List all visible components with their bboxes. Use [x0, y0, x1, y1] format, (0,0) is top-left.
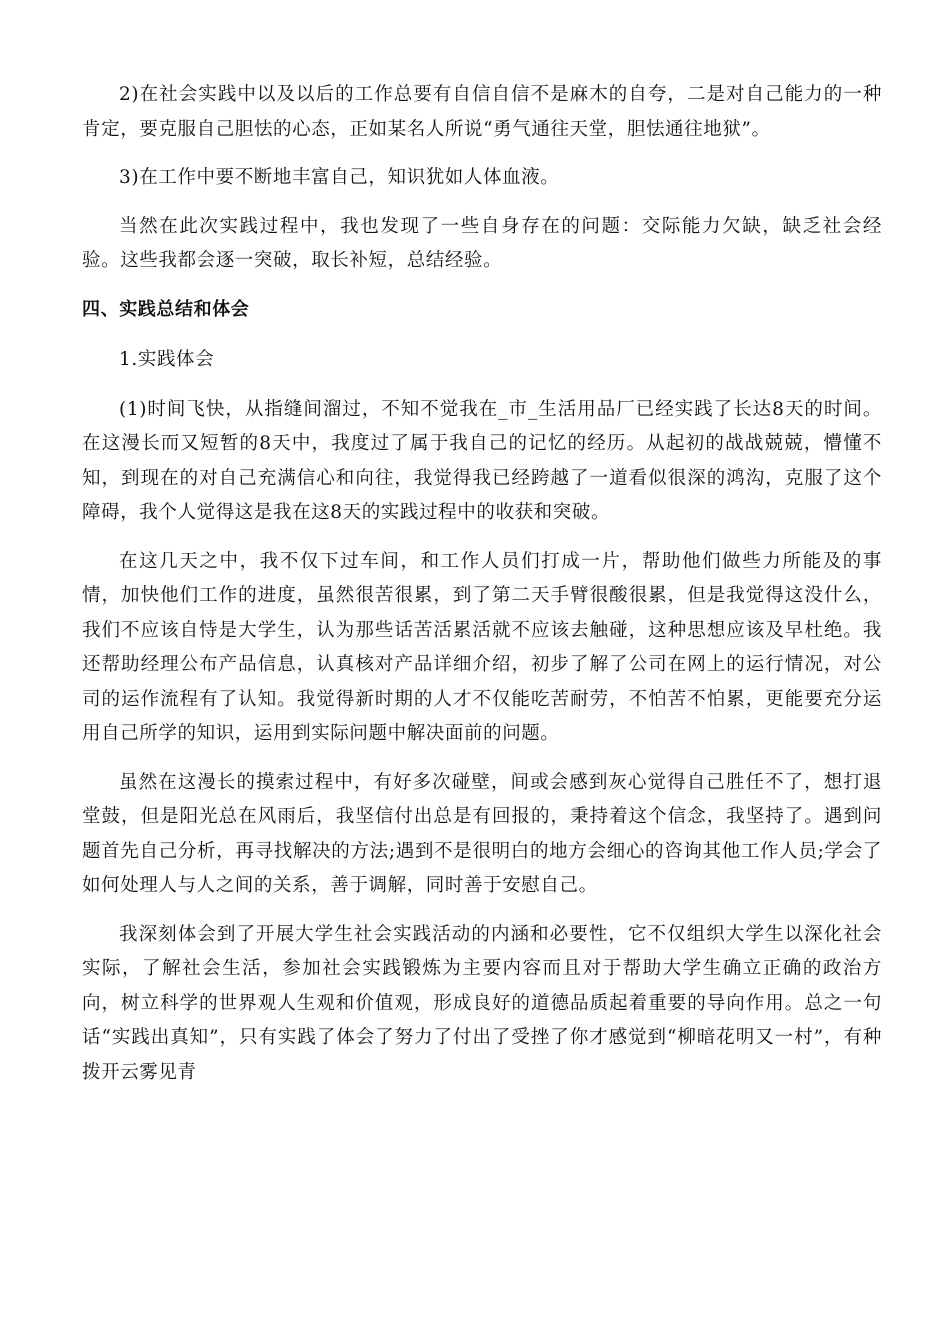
- paragraph-reflection: 我深刻体会到了开展大学生社会实践活动的内涵和必要性，它不仅组织大学生以深化社会实际，了解社会生活，参加社会实践锻炼为主要内容而且对于帮助大学生确立正确的政治方向，树立科学的世界观人生观和价值观，形成良好的道德品质起着重要的导向作用。总之一句话“实践出真知”，只有实践了体会了努力了付出了受挫了你才感觉到“柳暗花明又一村”，有种拨开云雾见青: [82, 923, 882, 1083]
- section-heading: 四、实践总结和体会: [82, 298, 250, 320]
- paragraph-problems: 当然在此次实践过程中，我也发现了一些自身存在的问题：交际能力欠缺，缺乏社会经验。这些我都会逐一突破，取长补短，总结经验。: [82, 215, 882, 271]
- document-body: [82, 78, 882, 1104]
- paragraph-workshop: 在这几天之中，我不仅下过车间，和工作人员们打成一片，帮助他们做些力所能及的事情，加快他们工作的进度，虽然很苦很累，到了第二天手臂很酸很累，但是我觉得这没什么，我们不应该自恃是大学生，认为那些话苦活累活就不应该去触碰，这种思想应该及早杜绝。我还帮助经理公布产品信息，认真核对产品详细介绍，初步了解了公司在网上的运行情况，对公司的运作流程有了认知。我觉得新时期的人才不仅能吃苦耐劳，不怕苦不怕累，更能要充分运用自己所学的知识，运用到实际问题中解决面前的问题。: [82, 550, 882, 744]
- paragraph-persistence: 虽然在这漫长的摸索过程中，有好多次碰壁，间或会感到灰心觉得自己胜任不了，想打退堂鼓，但是阳光总在风雨后，我坚信付出总是有回报的，秉持着这个信念，我坚持了。遇到问题首先自己分析，再寻找解决的方法;遇到不是很明白的地方会细心的咨询其他工作人员;学会了如何处理人与人之间的关系，善于调解，同时善于安慰自己。: [82, 771, 882, 896]
- paragraph-enrich-self: 3)在工作中要不断地丰富自己，知识犹如人体血液。: [119, 167, 560, 188]
- paragraph-confidence: 2)在社会实践中以及以后的工作总要有自信自信不是麻木的自夸，二是对自己能力的一种肯定，要克服自己胆怯的心态，正如某名人所说“勇气通往天堂，胆怯通往地狱”。: [82, 84, 882, 140]
- paragraph-time-flies: (1)时间飞快，从指缝间溜过，不知不觉我在_市_生活用品厂已经实践了长达8天的时间。在这漫长而又短暂的8天中，我度过了属于我自己的记忆的经历。从起初的战战兢兢，懵懂不知，到现在的对自己充满信心和向往，我觉得我已经跨越了一道看似很深的鸿沟，克服了这个障碍，我个人觉得这是我在这8天的实践过程中的收获和突破。: [82, 398, 882, 523]
- subsection-heading: 1.实践体会: [119, 348, 215, 370]
